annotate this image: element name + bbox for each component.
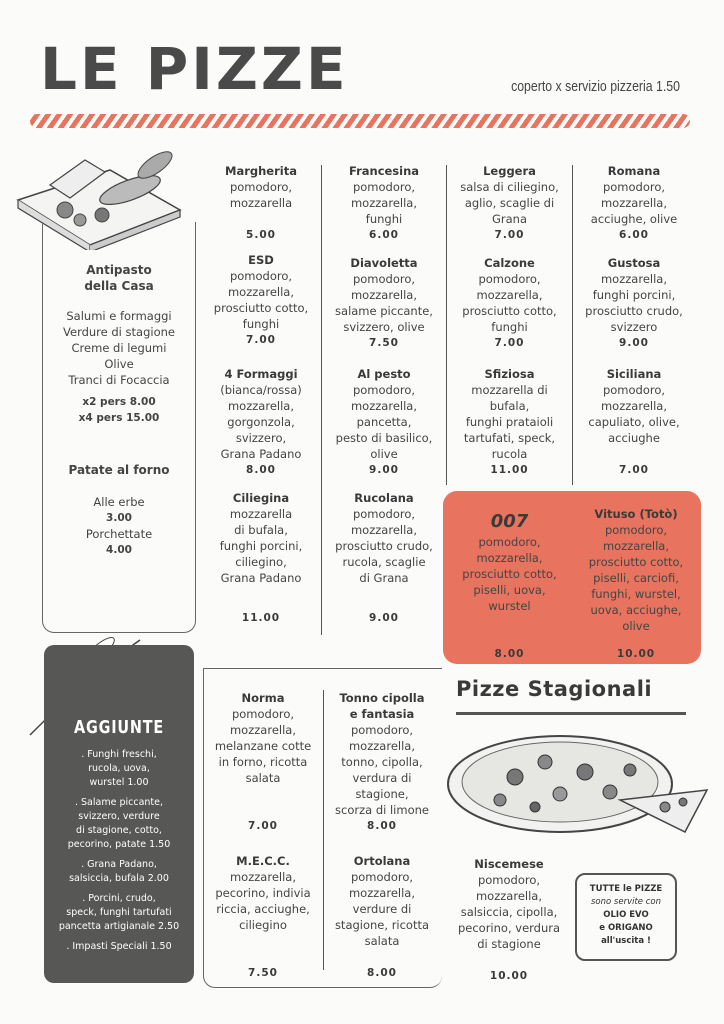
pizza-ingredients: pomodoro, mozzarella, pancetta, pesto di basilico, olive <box>335 383 433 461</box>
pizza-niscemese <box>452 856 566 984</box>
pizza-price: 9.00 <box>369 612 399 624</box>
pizza-price: 9.00 <box>619 337 649 349</box>
pizza-price: 7.00 <box>248 820 278 832</box>
pizza-ingredients: pomodoro, mozzarella, verdure di stagione, ricotta salata <box>334 870 430 948</box>
pizza-ingredients: salsa di ciliegino, aglio, scaglie di Grana <box>460 180 559 226</box>
pizza-4-formaggi <box>200 366 322 478</box>
pizza-price: 7.00 <box>494 337 525 349</box>
pizza-name: Niscemese <box>474 857 544 871</box>
aggiunta-item: . Impasti Speciali 1.50 <box>66 941 172 952</box>
pizza-price: 10.00 <box>489 970 529 982</box>
aggiunta-item: . Funghi freschi, rucola, uova, wurstel 1.00 <box>81 749 157 788</box>
pizza-ciliegina <box>200 490 322 626</box>
pizza-price: 8.00 <box>494 648 525 660</box>
pizza-ingredients: pomodoro, mozzarella, prosciutto cotto, piselli, carciofi, funghi, wurstel, uova, acciughe, olive <box>588 523 684 633</box>
stagionali-underline <box>456 712 686 715</box>
pizza-esd <box>200 252 322 348</box>
pizza-ingredients: (bianca/rossa) mozzarella, gorgonzola, svizzero, Grana Padano <box>220 383 302 461</box>
pizza-ingredients: pomodoro, mozzarella <box>229 180 293 210</box>
pizza-price: 7.00 <box>246 334 276 346</box>
pizza-price: 11.00 <box>241 612 281 624</box>
pizza-norma <box>203 690 323 834</box>
pizza-name: M.E.C.C. <box>236 854 290 868</box>
pizza-ingredients: pomodoro, mozzarella, prosciutto cotto, funghi <box>462 272 557 334</box>
pizza-price: 11.00 <box>490 464 529 476</box>
pizza-ingredients: pomodoro, mozzarella, salsiccia, cipolla, pecorino, verdura di stagione <box>457 873 561 951</box>
pizza-sfiziosa <box>447 366 572 478</box>
pizza-diavoletta <box>322 255 446 351</box>
note-line: all'uscita ! <box>601 936 651 946</box>
pizza-francesina <box>322 163 446 243</box>
pizza-name: Sfiziosa <box>484 367 535 381</box>
pizza-price: 10.00 <box>616 648 656 660</box>
pizza-name: Gustosa <box>607 256 661 270</box>
pizza-name: Romana <box>607 164 661 178</box>
pizza-al-pesto <box>322 366 446 478</box>
pizza-siciliana <box>573 366 695 478</box>
pizza-ingredients: pomodoro, mozzarella, funghi <box>350 180 417 226</box>
pizza-ingredients: pomodoro, mozzarella, prosciutto crudo, rucola, scaglie di Grana <box>335 507 433 585</box>
pizza-name: Francesina <box>348 164 420 178</box>
pizza-price: 9.00 <box>369 464 399 476</box>
pizza-name: Ortolana <box>353 854 411 868</box>
pizza-leggera <box>447 163 572 243</box>
pizza-ingredients: pomodoro, mozzarella, capuliato, olive, acciughe <box>588 383 680 445</box>
pizza-name: Norma <box>241 691 285 705</box>
pizza-name: ESD <box>248 253 274 267</box>
pizza-price: 8.00 <box>246 464 276 476</box>
pizza-price: 7.50 <box>248 967 278 979</box>
pizza-ortolana <box>324 853 440 981</box>
aggiunte-title: AGGIUNTE <box>74 717 164 738</box>
pizza-name: 4 Formaggi <box>224 367 298 381</box>
note-line: sono servite con <box>591 897 661 907</box>
aggiunte-panel <box>44 645 194 983</box>
pizza-name: Siciliana <box>606 367 662 381</box>
note-line: e ORIGANO <box>599 923 653 933</box>
pizza-romana <box>573 163 695 243</box>
aggiunta-item: . Grana Padano, salsiccia, bufala 2.00 <box>69 859 169 884</box>
olio-origano-note <box>575 873 677 961</box>
pizza-mecc <box>203 853 323 981</box>
pizza-vituso <box>573 506 699 662</box>
header-stripe <box>30 114 690 128</box>
pizza-name: Leggera <box>483 164 536 178</box>
pizza-illustration <box>445 722 715 852</box>
page-title: LE PIZZE <box>40 35 349 103</box>
antipasto-prices: x2 pers 8.00 x4 pers 15.00 <box>78 396 160 424</box>
pizza-ingredients: pomodoro, mozzarella, prosciutto cotto, funghi <box>213 269 309 331</box>
pizza-price: 6.00 <box>369 229 399 241</box>
pizza-ingredients: mozzarella di bufala, funghi prataioli tartufati, speck, rucola <box>463 383 556 461</box>
aggiunta-item: . Salame piccante, svizzero, verdure di stagione, cotto, pecorino, patate 1.50 <box>67 797 171 850</box>
pizza-name: Calzone <box>484 256 535 270</box>
pizza-007 <box>447 510 572 662</box>
pizza-name: Ciliegina <box>232 491 290 505</box>
pizza-gustosa <box>573 255 695 351</box>
pizza-calzone <box>447 255 572 351</box>
pizza-ingredients: mozzarella, pecorino, indivia riccia, acciughe, ciliegino <box>215 870 311 932</box>
pizza-ingredients: pomodoro, mozzarella, acciughe, olive <box>590 180 678 226</box>
patate-porchettate-price: 4.00 <box>106 544 132 556</box>
note-line: TUTTE le PIZZE <box>589 884 663 894</box>
antipasto-title: Antipasto della Casa <box>84 263 154 293</box>
pizza-tonno-cipolla <box>324 690 440 834</box>
patate-erbe: Alle erbe <box>93 495 145 509</box>
patate-porchettate: Porchettate <box>85 527 153 541</box>
pizza-ingredients: pomodoro, mozzarella, melanzane cotte in forno, ricotta salata <box>214 707 312 785</box>
pizza-name: Vituso (Totò) <box>594 507 678 521</box>
pizza-price: 7.00 <box>619 464 649 476</box>
pizza-ingredients: pomodoro, mozzarella, tonno, cipolla, verdura di stagione, scorza di limone <box>335 723 429 817</box>
pizza-margherita <box>200 163 322 243</box>
note-line: OLIO EVO <box>603 910 649 920</box>
pizza-price: 6.00 <box>619 229 649 241</box>
pizza-price: 7.00 <box>494 229 525 241</box>
pizza-price: 5.00 <box>246 229 276 241</box>
pizza-name: Al pesto <box>357 367 411 381</box>
pizza-rucolana <box>322 490 446 626</box>
pizza-name: Margherita <box>225 164 297 178</box>
patate-title: Patate al forno <box>68 463 170 477</box>
pizza-name: 007 <box>490 511 529 532</box>
pizza-ingredients: mozzarella di bufala, funghi porcini, ciliegino, Grana Padano <box>219 507 303 585</box>
pizza-price: 7.50 <box>369 337 399 349</box>
pizza-name: Rucolana <box>354 491 414 505</box>
antipasto-items: Salumi e formaggi Verdure di stagione Creme di legumi Olive Tranci di Focaccia <box>63 309 175 387</box>
patate-erbe-price: 3.00 <box>106 512 132 524</box>
pizza-ingredients: mozzarella, funghi porcini, prosciutto crudo, svizzero <box>585 272 683 334</box>
pizza-name: Tonno cipolla e fantasia <box>339 691 425 721</box>
stagionali-title: Pizze Stagionali <box>456 677 653 701</box>
pizza-ingredients: pomodoro, mozzarella, prosciutto cotto, piselli, uova, wurstel <box>462 535 557 613</box>
pizza-ingredients: pomodoro, mozzarella, salame piccante, svizzero, olive <box>335 272 433 334</box>
antipasto-section <box>46 262 192 558</box>
pizza-name: Diavoletta <box>350 256 418 270</box>
pizza-price: 8.00 <box>367 967 397 979</box>
pizza-price: 8.00 <box>367 820 397 832</box>
coperto-note: coperto x servizio pizzeria 1.50 <box>511 78 680 95</box>
aggiunta-item: . Porcini, crudo, speck, funghi tartufati pancetta artigianale 2.50 <box>58 893 180 932</box>
aggiunte-list <box>44 748 194 954</box>
